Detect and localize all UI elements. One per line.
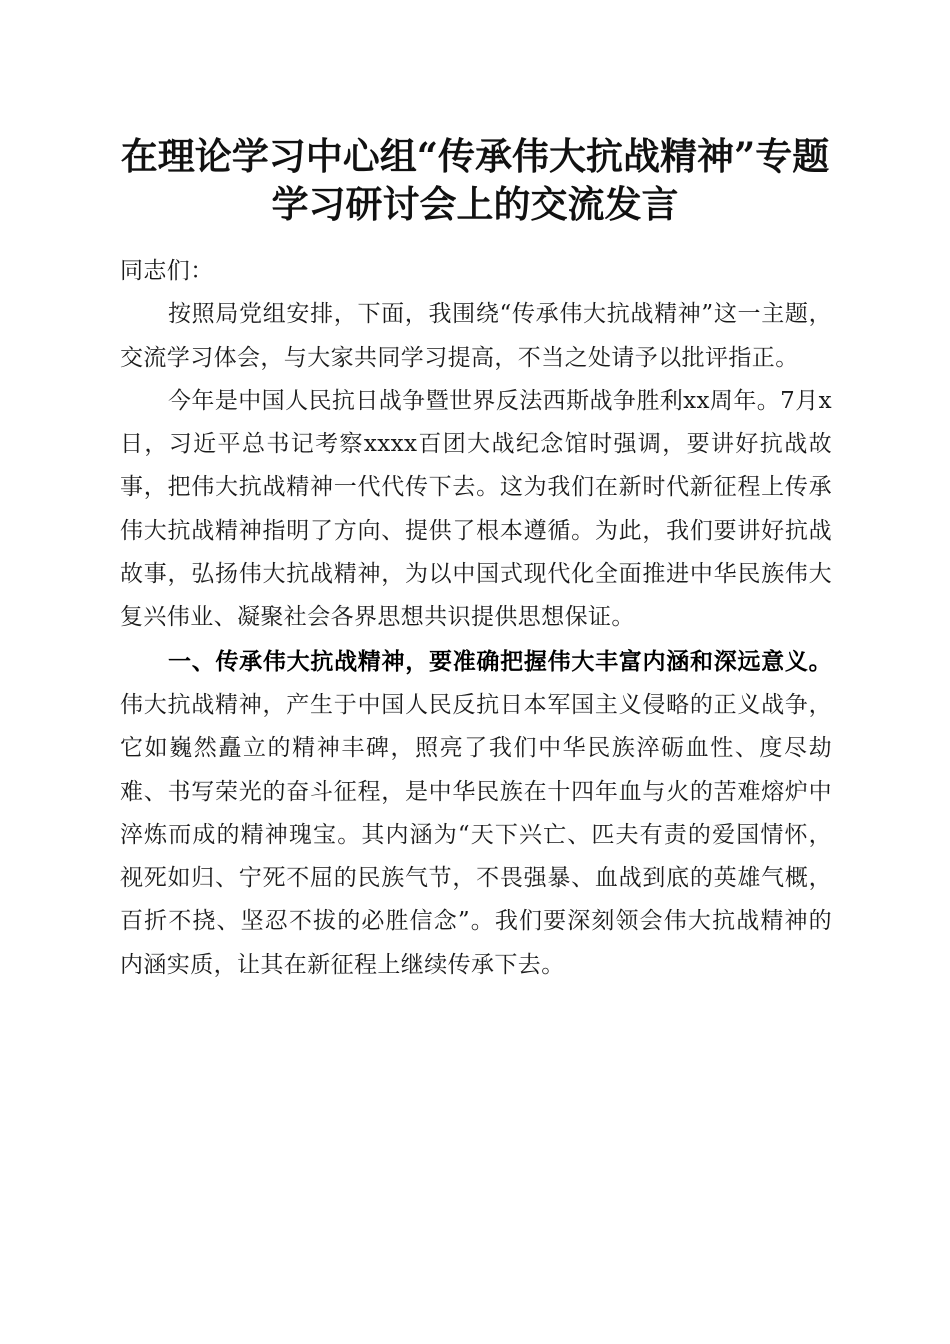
document-body (120, 250, 832, 987)
salutation: 同志们： (120, 258, 214, 284)
title-line-1: 在理论学习中心组“传承伟大抗战精神”专题 (120, 134, 830, 178)
document-title (80, 132, 870, 228)
section-1-body: 伟大抗战精神，产生于中国人民反抗日本军国主义侵略的正义战争，它如巍然矗立的精神丰碑，照亮了我们中华民族淬砺血性、度尽劫难、书写荣光的奋斗征程，是中华民族在十四年血与火的苦难熔炉中淬炼而成的精神瑰宝。其内涵为“天下兴亡、匹夫有责的爱国情怀，视死如归、宁死不屈的民族气节，不畏强暴、血战到底的英雄气概，百折不挠、坚忍不拔的必胜信念”。我们要深刻领会伟大抗战精神的内涵实质，让其在新征程上继续传承下去。 (120, 691, 832, 978)
paragraph-intro: 按照局党组安排，下面，我围绕“传承伟大抗战精神”这一主题，交流学习体会，与大家共同学习提高，不当之处请予以批评指正。 (120, 301, 832, 371)
paragraph-section-1 (120, 640, 832, 987)
section-1-heading: 一、传承伟大抗战精神，要准确把握伟大丰富内涵和深远意义。 (168, 647, 832, 675)
paragraph-background: 今年是中国人民抗日战争暨世界反法西斯战争胜利xx周年。7月x日，习近平总书记考察xxxx百团大战纪念馆时强调，要讲好抗战故事，把伟大抗战精神一代代传下去。这为我们在新时代新征程上传承伟大抗战精神指明了方向、提供了根本遵循。为此，我们要讲好抗战故事，弘扬伟大抗战精神，为以中国式现代化全面推进中华民族伟大复兴伟业、凝聚社会各界思想共识提供思想保证。 (120, 387, 832, 631)
title-line-2: 学习研讨会上的交流发言 (271, 182, 679, 226)
